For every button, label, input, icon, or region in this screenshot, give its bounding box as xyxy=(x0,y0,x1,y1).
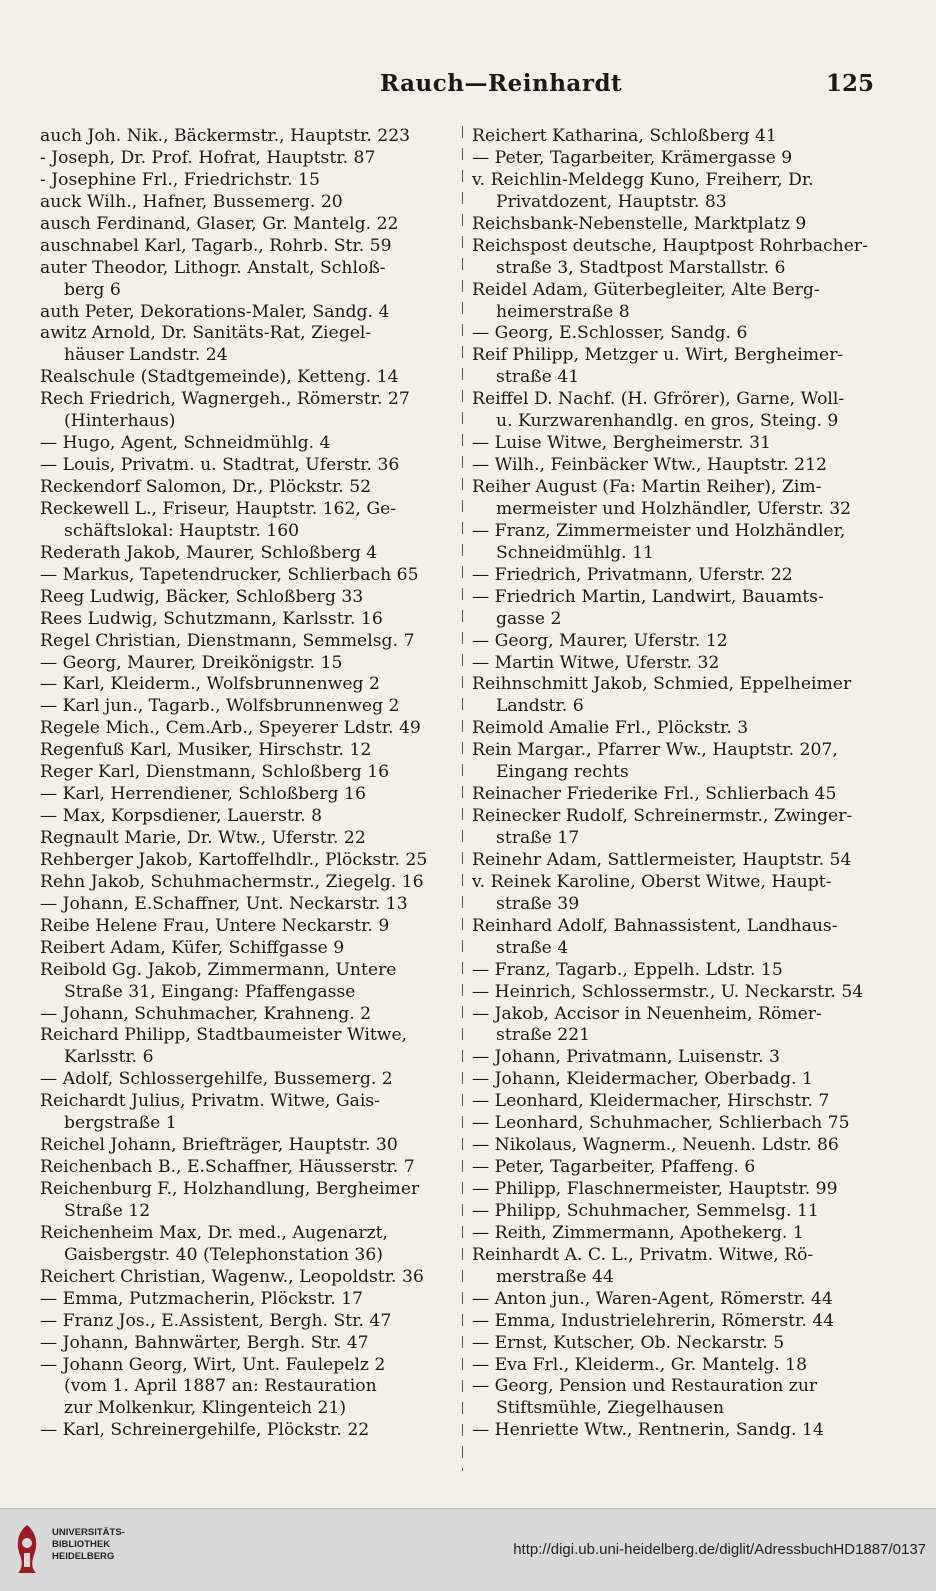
directory-entry: berg 6 xyxy=(64,279,121,300)
source-url-link[interactable]: http://digi.ub.uni-heidelberg.de/diglit/AdressbuchHD1887/0137 xyxy=(513,1541,926,1558)
directory-entry: (Hinterhaus) xyxy=(64,411,176,432)
directory-entry: — Adolf, Schlossergehilfe, Bussemerg. 2 xyxy=(40,1069,393,1090)
directory-entry: Regel Christian, Dienstmann, Semmelsg. 7 xyxy=(40,630,415,651)
directory-entry: Reichardt Julius, Privatm. Witwe, Gais- xyxy=(40,1091,380,1112)
page-number: 125 xyxy=(825,70,874,97)
directory-entry: Rein Margar., Pfarrer Ww., Hauptstr. 207, xyxy=(472,740,838,761)
directory-entry: — Karl, Kleiderm., Wolfsbrunnenweg 2 xyxy=(40,674,380,695)
directory-entry: - Joseph, Dr. Prof. Hofrat, Hauptstr. 87 xyxy=(40,147,376,168)
directory-entry: auck Wilh., Hafner, Bussemerg. 20 xyxy=(40,191,343,212)
directory-entry: — Philipp, Schuhmacher, Semmelsg. 11 xyxy=(472,1200,819,1221)
directory-entry: Landstr. 6 xyxy=(496,696,584,717)
directory-entry: — Franz, Tagarb., Eppelh. Ldstr. 15 xyxy=(472,959,783,980)
column-divider xyxy=(462,126,463,1471)
directory-entry: — Hugo, Agent, Schneidmühlg. 4 xyxy=(40,433,331,454)
directory-entry: — Philipp, Flaschnermeister, Hauptstr. 99 xyxy=(472,1179,838,1199)
directory-entry: — Henriette Wtw., Rentnerin, Sandg. 14 xyxy=(472,1420,824,1441)
directory-entry: Reichsbank-Nebenstelle, Marktplatz 9 xyxy=(472,213,807,234)
directory-entry: Reichel Johann, Briefträger, Hauptstr. 30 xyxy=(40,1135,398,1156)
left-column xyxy=(40,126,452,1442)
directory-entry: — Peter, Tagarbeiter, Krämergasse 9 xyxy=(472,147,793,168)
directory-entry: Realschule (Stadtgemeinde), Ketteng. 14 xyxy=(40,367,399,388)
directory-entry: — Johann, Bahnwärter, Bergh. Str. 47 xyxy=(40,1332,369,1353)
logo-line: HEIDELBERG xyxy=(52,1551,115,1562)
directory-entry: — Johann, Schuhmacher, Krahneng. 2 xyxy=(40,1003,372,1024)
directory-entry: Rehberger Jakob, Kartoffelhdlr., Plöckstr. 25 xyxy=(40,849,428,870)
directory-entry: Reinehr Adam, Sattlermeister, Hauptstr. 54 xyxy=(472,849,852,870)
directory-entry: — Peter, Tagarbeiter, Pfaffeng. 6 xyxy=(472,1157,756,1178)
directory-entry: — Eva Frl., Kleiderm., Gr. Mantelg. 18 xyxy=(472,1354,808,1375)
directory-entry: Reger Karl, Dienstmann, Schloßberg 16 xyxy=(40,762,390,783)
directory-entry: straße 4 xyxy=(496,937,569,958)
directory-entry: Privatdozent, Hauptstr. 83 xyxy=(496,191,727,212)
logo-line: UNIVERSITÄTS- xyxy=(52,1527,125,1538)
directory-entry: — Emma, Industrielehrerin, Römerstr. 44 xyxy=(472,1310,835,1331)
university-seal-icon xyxy=(12,1523,42,1575)
directory-entry: (vom 1. April 1887 an: Restauration xyxy=(64,1376,377,1397)
directory-entry: merstraße 44 xyxy=(496,1266,614,1287)
directory-entry: straße 17 xyxy=(496,828,580,848)
directory-entry: auch Joh. Nik., Bäckermstr., Hauptstr. 223 xyxy=(40,126,411,146)
directory-entry: auter Theodor, Lithogr. Anstalt, Schloß- xyxy=(40,257,386,278)
directory-entry: gasse 2 xyxy=(496,608,562,629)
directory-entry: — Wilh., Feinbäcker Wtw., Hauptstr. 212 xyxy=(472,455,827,476)
directory-entry: mermeister und Holzhändler, Uferstr. 32 xyxy=(496,498,852,519)
directory-entry: awitz Arnold, Dr. Sanitäts-Rat, Ziegel- xyxy=(40,323,372,344)
directory-entry: — Georg, Maurer, Uferstr. 12 xyxy=(472,630,728,651)
directory-entry: Reckewell L., Friseur, Hauptstr. 162, Ge- xyxy=(40,498,397,519)
directory-entry: Reinhard Adolf, Bahnassistent, Landhaus- xyxy=(472,915,838,936)
directory-entry: bergstraße 1 xyxy=(64,1113,177,1134)
directory-entry: Schneidmühlg. 11 xyxy=(496,542,654,563)
directory-entry: Regenfuß Karl, Musiker, Hirschstr. 12 xyxy=(40,740,372,761)
logo-line: BIBLIOTHEK xyxy=(52,1539,111,1550)
directory-entry: Reichert Christian, Wagenw., Leopoldstr. 36 xyxy=(40,1266,424,1287)
directory-entry: Rehn Jakob, Schuhmachermstr., Ziegelg. 16 xyxy=(40,871,424,892)
directory-entry: — Markus, Tapetendrucker, Schlierbach 65 xyxy=(40,564,419,585)
directory-entry: — Johann, Privatmann, Luisenstr. 3 xyxy=(472,1047,780,1068)
page-title: Rauch—Reinhardt xyxy=(380,70,623,97)
directory-entry: straße 221 xyxy=(496,1025,591,1046)
directory-entry: Reidel Adam, Güterbegleiter, Alte Berg- xyxy=(472,279,820,300)
directory-entry: — Emma, Putzmacherin, Plöckstr. 17 xyxy=(40,1288,363,1309)
directory-entry: Reinhardt A. C. L., Privatm. Witwe, Rö- xyxy=(472,1244,814,1265)
directory-entry: — Leonhard, Kleidermacher, Hirschstr. 7 xyxy=(472,1091,830,1112)
directory-entry: zur Molkenkur, Klingenteich 21) xyxy=(64,1398,347,1419)
directory-entry: Reichard Philipp, Stadtbaumeister Witwe, xyxy=(40,1025,408,1046)
directory-entry: Straße 12 xyxy=(64,1200,151,1221)
directory-entry: Eingang rechts xyxy=(496,762,629,783)
directory-entry: Reinecker Rudolf, Schreinermstr., Zwinger- xyxy=(472,806,853,827)
directory-entry: Regnault Marie, Dr. Wtw., Uferstr. 22 xyxy=(40,828,366,848)
directory-entry: — Reith, Zimmermann, Apothekerg. 1 xyxy=(472,1222,804,1243)
directory-entry: — Johann, Kleidermacher, Oberbadg. 1 xyxy=(472,1069,813,1090)
directory-entry: v. Reinek Karoline, Oberst Witwe, Haupt- xyxy=(472,871,832,892)
directory-entry: — Nikolaus, Wagnerm., Neuenh. Ldstr. 86 xyxy=(472,1135,839,1156)
directory-entry: — Georg, E.Schlosser, Sandg. 6 xyxy=(472,323,748,344)
directory-entry: straße 3, Stadtpost Marstallstr. 6 xyxy=(496,257,786,278)
directory-entry: Reihnschmitt Jakob, Schmied, Eppelheimer xyxy=(472,674,852,695)
directory-entry: — Louis, Privatm. u. Stadtrat, Uferstr. 36 xyxy=(40,455,400,476)
directory-entry: — Karl jun., Tagarb., Wolfsbrunnenweg 2 xyxy=(40,696,400,717)
directory-entry: v. Reichlin-Meldegg Kuno, Freiherr, Dr. xyxy=(472,169,814,190)
directory-entry: Reichenburg F., Holzhandlung, Bergheimer xyxy=(40,1179,420,1199)
directory-entry: u. Kurzwarenhandlg. en gros, Steing. 9 xyxy=(496,411,839,432)
directory-entry: Straße 31, Eingang: Pfaffengasse xyxy=(64,981,356,1002)
directory-entry: Reckendorf Salomon, Dr., Plöckstr. 52 xyxy=(40,477,372,497)
directory-entry: — Ernst, Kutscher, Ob. Neckarstr. 5 xyxy=(472,1332,785,1353)
directory-entry: — Leonhard, Schuhmacher, Schlierbach 75 xyxy=(472,1113,850,1134)
directory-entry: Stiftsmühle, Ziegelhausen xyxy=(496,1398,725,1419)
library-logo-text xyxy=(52,1527,125,1563)
directory-entry: — Johann Georg, Wirt, Unt. Faulepelz 2 xyxy=(40,1354,386,1375)
directory-entry: Gaisbergstr. 40 (Telephonstation 36) xyxy=(64,1244,383,1265)
directory-entry: — Friedrich, Privatmann, Uferstr. 22 xyxy=(472,564,793,585)
directory-entry: Reiher August (Fa: Martin Reiher), Zim- xyxy=(472,477,822,497)
footer-bar xyxy=(0,1508,936,1591)
directory-entry: Reibe Helene Frau, Untere Neckarstr. 9 xyxy=(40,915,390,936)
directory-entry: Reinacher Friederike Frl., Schlierbach 45 xyxy=(472,784,837,805)
directory-entry: Regele Mich., Cem.Arb., Speyerer Ldstr. 49 xyxy=(40,718,421,739)
directory-entry: häuser Landstr. 24 xyxy=(64,345,228,366)
directory-entry: straße 41 xyxy=(496,367,580,388)
directory-entry: Reiffel D. Nachf. (H. Gfrörer), Garne, Woll- xyxy=(472,389,845,410)
directory-entry: Karlsstr. 6 xyxy=(64,1047,154,1068)
right-column xyxy=(472,126,884,1442)
directory-entry: schäftslokal: Hauptstr. 160 xyxy=(64,520,300,541)
directory-entry: Reichenbach B., E.Schaffner, Häusserstr. 7 xyxy=(40,1157,415,1178)
directory-entry: — Martin Witwe, Uferstr. 32 xyxy=(472,652,720,673)
directory-entry: — Karl, Schreinergehilfe, Plöckstr. 22 xyxy=(40,1420,370,1441)
directory-entry: — Heinrich, Schlossermstr., U. Neckarstr. 54 xyxy=(472,981,864,1002)
directory-entry: heimerstraße 8 xyxy=(496,301,630,322)
directory-entry: Rech Friedrich, Wagnergeh., Römerstr. 27 xyxy=(40,389,410,410)
directory-entry: auth Peter, Dekorations-Maler, Sandg. 4 xyxy=(40,301,390,322)
directory-entry: — Franz Jos., E.Assistent, Bergh. Str. 47 xyxy=(40,1310,392,1331)
directory-entry: Rees Ludwig, Schutzmann, Karlsstr. 16 xyxy=(40,608,383,629)
directory-entry: — Johann, E.Schaffner, Unt. Neckarstr. 13 xyxy=(40,893,408,914)
directory-entry: Reichenheim Max, Dr. med., Augenarzt, xyxy=(40,1222,389,1243)
directory-entry: Reichert Katharina, Schloßberg 41 xyxy=(472,126,777,146)
directory-entry: auschnabel Karl, Tagarb., Rohrb. Str. 59 xyxy=(40,235,392,256)
directory-entry: — Karl, Herrendiener, Schloßberg 16 xyxy=(40,784,366,805)
directory-entry: Reif Philipp, Metzger u. Wirt, Bergheimer- xyxy=(472,345,844,366)
directory-entry: ausch Ferdinand, Glaser, Gr. Mantelg. 22 xyxy=(40,213,399,234)
directory-entry: Rederath Jakob, Maurer, Schloßberg 4 xyxy=(40,542,378,563)
directory-entry: — Max, Korpsdiener, Lauerstr. 8 xyxy=(40,806,323,827)
directory-entry: Reimold Amalie Frl., Plöckstr. 3 xyxy=(472,718,749,739)
directory-entry: — Georg, Maurer, Dreikönigstr. 15 xyxy=(40,652,343,673)
directory-entry: Reichspost deutsche, Hauptpost Rohrbacher- xyxy=(472,235,868,256)
directory-entry: — Jakob, Accisor in Neuenheim, Römer- xyxy=(472,1003,822,1024)
directory-entry: — Friedrich Martin, Landwirt, Bauamts- xyxy=(472,586,824,607)
directory-entry: — Franz, Zimmermeister und Holzhändler, xyxy=(472,520,846,541)
directory-entry: Reibold Gg. Jakob, Zimmermann, Untere xyxy=(40,959,397,980)
directory-entry: straße 39 xyxy=(496,893,580,914)
directory-entry: Reibert Adam, Küfer, Schiffgasse 9 xyxy=(40,937,345,958)
directory-entry: Reeg Ludwig, Bäcker, Schloßberg 33 xyxy=(40,586,364,607)
directory-entry: - Josephine Frl., Friedrichstr. 15 xyxy=(40,169,320,190)
directory-entry: — Luise Witwe, Bergheimerstr. 31 xyxy=(472,433,771,454)
directory-entry: — Georg, Pension und Restauration zur xyxy=(472,1376,818,1397)
directory-entry: — Anton jun., Waren-Agent, Römerstr. 44 xyxy=(472,1288,833,1309)
page-header xyxy=(0,70,936,100)
